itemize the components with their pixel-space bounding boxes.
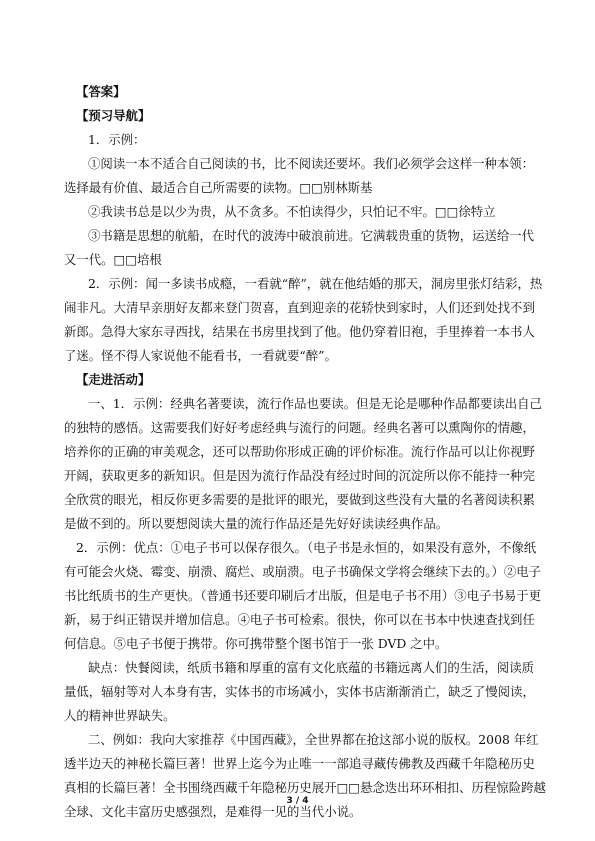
activity-item-2-cons: 缺点：快餐阅读，纸质书籍和厚重的富有文化底蕴的书籍远离人们的生活，阅读质量低，辐射等对人本身有害，实体书的市场减小，实体书店渐渐消亡，缺乏了慢阅读，人的精神世界缺失。 bbox=[64, 660, 535, 723]
activity-heading: 【走进活动】 bbox=[76, 372, 151, 387]
answer-heading: 【答案】 bbox=[76, 84, 126, 99]
activity-item-2: 2．示例：优点：①电子书可以保存很久。（电子书是永恒的，如果没有意外，不像纸有可能会火烧、霉变、崩溃、腐烂、或崩溃。电子书确保文学将会继续下去的。）②电子书比纸质书的生产更快。（普通书还要印刷后才出版，但是电子书不用）③电子书易于更新，易于纠正错误并增加信息。④电子书可检索。很快，你可以在书本中快速查找到任何信息。⑤电子书便于携带。你可携带整个图书馆于一张 DVD 之中。 bbox=[64, 540, 542, 651]
activity-item-1: 一、1．示例：经典名著要读，流行作品也要读。但是无论是哪种作品都要读出自己的独特的感悟。这需要我们好好考虑经典与流行的问题。经典名著可以熏陶你的情趣，培养你的正确的审美观念，还可以帮助你形成正确的评价标准。流行作品可以让你视野开阔，获取更多的新知识。但是因为流行作品没有经过时间的沉淀所以你不能持一种完全欣赏的眼光，相反你更多需要的是批评的眼光，要做到这些没有大量的名著阅读积累是做不到的。所以要想阅读大量的流行作品还是先好好读读经典作品。 bbox=[64, 396, 542, 531]
preview-item-2: 2．示例：闻一多读书成瘾，一看就“醉”，就在他结婚的那天，洞房里张灯结彩，热闹非凡。大清早亲朋好友都来登门贺喜，直到迎亲的花轿快到家时，人们还到处找不到新郎。急得大家东寻西找，结果在书房里找到了他。他仍穿着旧袍，手里捧着一本书人了迷。怪不得人家说他不能看书，一看就要“醉”。 bbox=[64, 276, 543, 363]
preview-quote-1: ①阅读一本不适合自己阅读的书，比不阅读还要坏。我们必须学会这样一种本领：选择最有价值、最适合自己所需要的读物。□□别林斯基 bbox=[64, 156, 535, 195]
preview-quote-2: ②我读书总是以少为贵，从不贪多。不怕读得少，只怕记不牢。□□徐特立 bbox=[88, 204, 496, 219]
activity-item-3: 二、例如：我向大家推荐《中国西藏》，全世界都在抢这部小说的版权。2008 年红透半边天的神秘长篇巨著！世界上迄今为止唯一一部追寻藏传佛教及西藏千年隐秘历史真相的长篇巨著！全书围绕西藏千年隐秘历史展开□□悬念迭出环环相扣、历程惊险跨越全球、文化丰富历史感强烈，是难得一见的当代小说。 bbox=[64, 732, 546, 819]
preview-item-1: 1．示例： bbox=[88, 132, 146, 147]
page-number: 3 / 4 bbox=[286, 796, 309, 806]
preview-quote-3: ③书籍是思想的航船，在时代的波涛中破浪前进。它满载贵重的货物，运送给一代又一代。□□培根 bbox=[64, 228, 535, 267]
document-body bbox=[64, 80, 546, 824]
preview-heading: 【预习导航】 bbox=[76, 108, 151, 123]
